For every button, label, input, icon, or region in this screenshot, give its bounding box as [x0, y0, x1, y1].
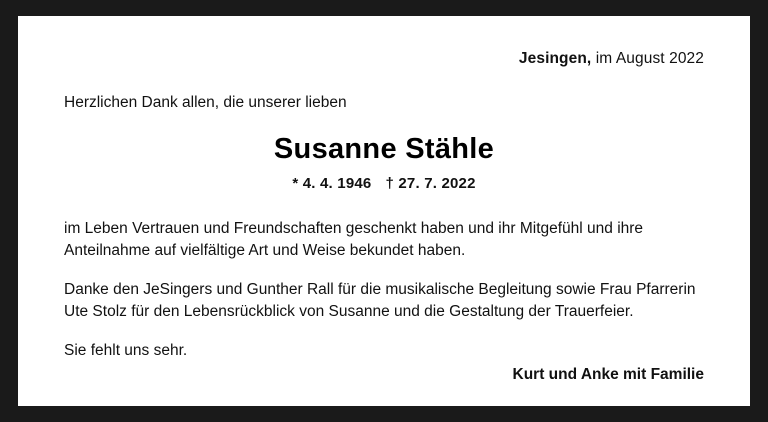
body-paragraph: Sie fehlt uns sehr.	[64, 341, 188, 359]
body-text	[64, 218, 704, 362]
body-paragraph: im Leben Vertrauen und Freundschaften geschenkt haben und ihr Mitgefühl und ihre Anteilnahme auf vielfältige Art und Weise bekundet haben.	[64, 219, 644, 259]
place-label: Jesingen,	[518, 50, 592, 67]
body-paragraph: Danke den JeSingers und Gunther Rall für die musikalische Begleitung sowie Frau Pfarrerin Ute Stolz für den Lebensrückblick von Susanne und die Gestaltung der Trauerfeier.	[64, 280, 696, 320]
death-date: † 27. 7. 2022	[385, 174, 476, 192]
date-label: im August 2022	[591, 50, 704, 67]
birth-date: * 4. 4. 1946	[292, 174, 372, 192]
thanks-intro-text: Herzlichen Dank allen, die unserer lieben	[64, 94, 347, 111]
obituary-card	[18, 16, 750, 406]
place-and-date-line	[64, 50, 704, 68]
life-dates	[64, 175, 704, 192]
signature-line: Kurt und Anke mit Familie	[512, 366, 704, 383]
deceased-name: Susanne Stähle	[273, 133, 495, 165]
name-block	[64, 134, 704, 192]
